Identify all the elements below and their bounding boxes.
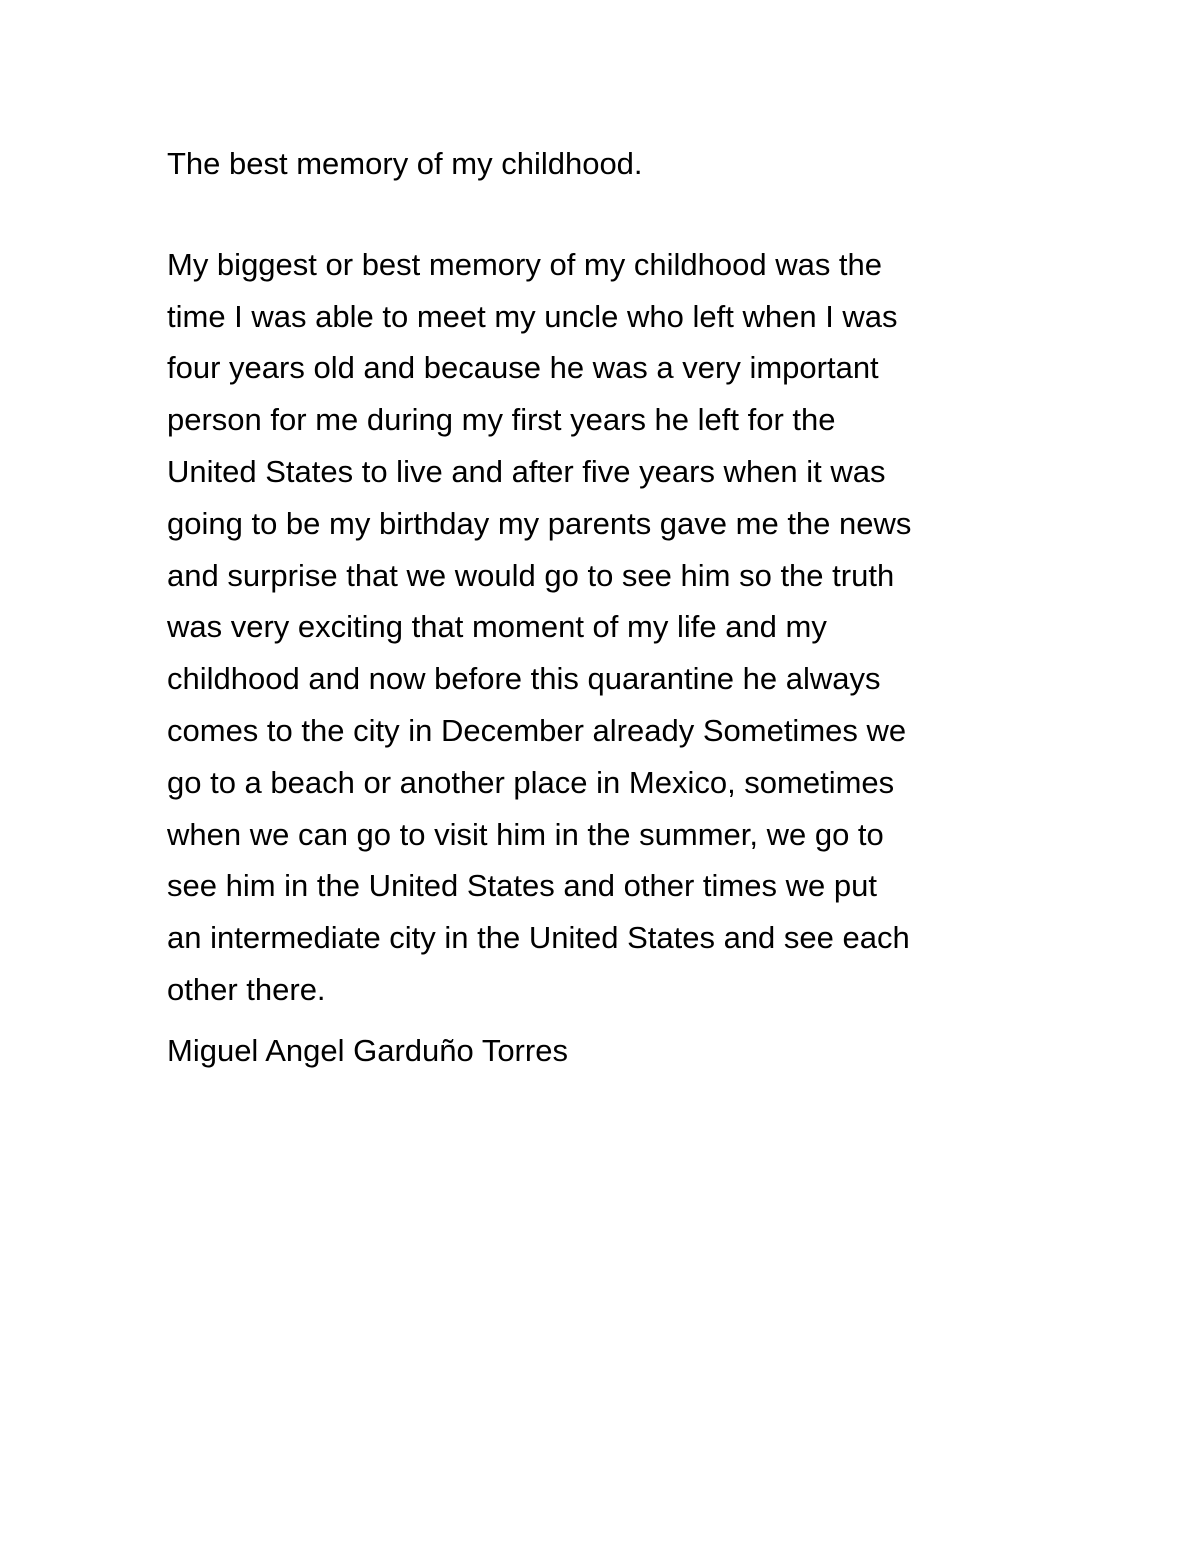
body-line: an intermediate city in the United States and see each [167,920,910,956]
author-signature: Miguel Angel Garduño Torres [167,1032,568,1068]
body-line: go to a beach or another place in Mexico, sometimes [167,764,895,800]
document-text-block [167,138,1047,1077]
body-paragraph [167,239,1047,1016]
document-title: The best memory of my childhood. [167,146,643,181]
body-line: see him in the United States and other times we put [167,868,877,904]
body-line: four years old and because he was a very important [167,350,879,386]
body-line: and surprise that we would go to see him so the truth [167,557,895,593]
body-line: My biggest or best memory of my childhood was the [167,246,883,282]
body-line: time I was able to meet my uncle who left when I was [167,298,898,334]
body-line: comes to the city in December already Sometimes we [167,712,907,748]
body-line: United States to live and after five years when it was [167,453,886,489]
body-line: was very exciting that moment of my life and my [167,609,827,645]
body-line: when we can go to visit him in the summer, we go to [167,816,884,852]
body-line: going to be my birthday my parents gave me the news [167,505,912,541]
body-line: other there. [167,971,326,1007]
body-line: person for me during my first years he left for the [167,402,836,438]
body-line: childhood and now before this quarantine he always [167,661,881,697]
